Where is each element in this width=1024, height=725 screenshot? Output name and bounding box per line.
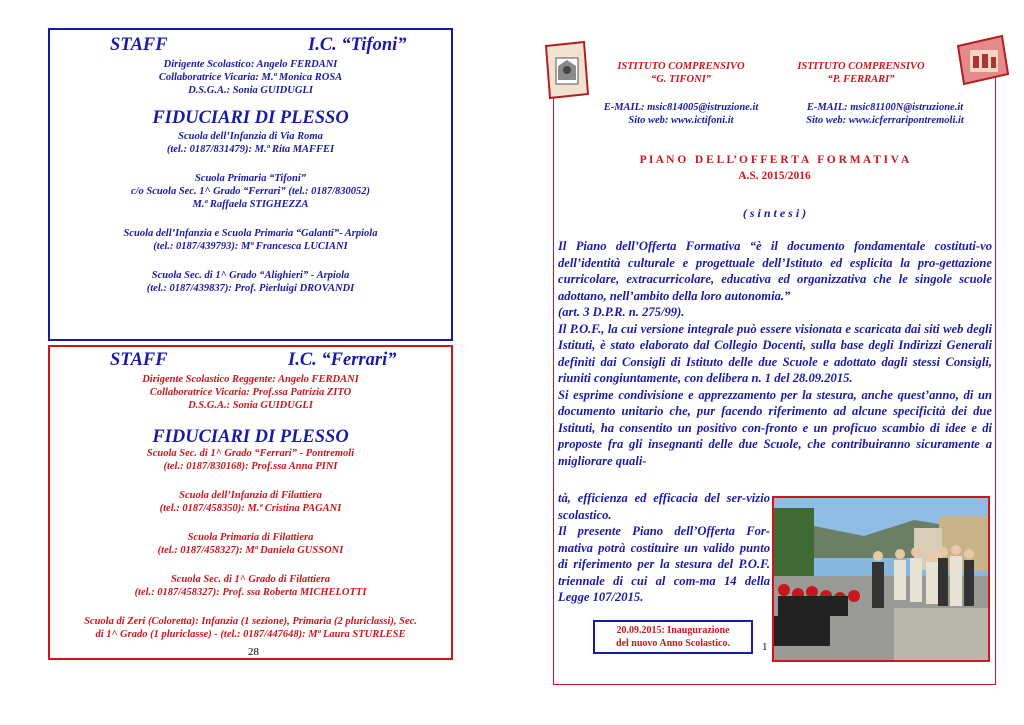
plesso-line: (tel.: 0187/439837): Prof. Pierluigi DROVANDI: [146, 283, 355, 294]
photo-caption: [593, 620, 753, 654]
plesso-line: (tel.: 0187/831479): M.ª Rita MAFFEI: [166, 144, 335, 155]
plesso-line: Scuola Primaria di Filattiera: [187, 532, 314, 543]
inauguration-photo: [772, 496, 990, 662]
paragraph: tà, efficienza ed efficacia del ser-vizio scolastico.: [558, 491, 770, 522]
paragraph: Il P.O.F., la cui versione integrale può essere visionata e scaricata dai siti web degli Istituti, è stato elaborato dal Collegio Docenti, sulla base degli Indirizzi Generali definiti dai Consigli di Istituto delle due Scuole e adottato dagli stessi Consigli, riuniti congiuntamente, con delibera n. 1 del 28.09.2015.: [558, 321, 992, 385]
paragraph: Il Piano dell’Offerta Formativa “è il documento fondamentale costituti-vo dell’identità culturale e progettuale dell’Istituto ed esplicita la pro-gettazione curricolare, extracurricolare, educativa ed organizzativa che le singole scuole adottano, nell’ambito della loro autonomia.”: [558, 239, 992, 303]
pof-title: P I A N O D E L L’ O F F E R T A F O R M A T I V A: [639, 154, 910, 166]
header-left-email: E-MAIL: msic814005@istruzione.it: [603, 102, 759, 113]
plesso-line: Scuola Primaria “Tifoni”: [194, 173, 307, 184]
caption-line: del nuovo Anno Scolastico.: [616, 638, 730, 649]
fiduciari-title: FIDUCIARI DI PLESSO: [152, 108, 349, 128]
plesso-line: Scuola di Zeri (Coloretta): Infanzia (1 sezione), Primaria (2 pluriclassi), Sec.: [84, 616, 417, 627]
header-right-line2: “P. FERRARI”: [827, 74, 895, 85]
paragraph: Si esprime condivisione e apprezzamento per la stesura, anche quest’anno, di un documento unitario che, pur facendo riferimento ad alcune specificità dei due Istituti, ha consentito un positivo con-fronto e un proficuo scambio di idee e di proposte fra gli insegnanti delle due Scuole, che contribuiranno sicuramente a migliorare quali-: [558, 387, 992, 468]
plesso-line: Scuola Sec. di 1^ Grado “Ferrari” - Pontremoli: [146, 448, 355, 459]
plesso-line: (tel.: 0187/458350): M.ª Cristina PAGANI: [159, 503, 342, 514]
tifoni-logo-icon: [540, 40, 592, 100]
plesso-line: (tel.: 0187/439793): Mª Francesca LUCIANI: [153, 241, 348, 252]
staff-label: STAFF: [110, 350, 168, 370]
staff-line: Dirigente Scolastico: Angelo FERDANI: [163, 59, 338, 70]
staff-tifoni-box: [48, 28, 453, 341]
page-number-left: 28: [248, 646, 259, 658]
page-number-right: 1: [762, 641, 768, 653]
plesso-line: (tel.: 0187/458327): Mª Daniela GUSSONI: [157, 545, 344, 556]
header-right-web: Sito web: www.icferraripontremoli.it: [806, 115, 964, 126]
plesso-line: di 1^ Grado (1 pluriclasse) - (tel.: 0187/447648): Mª Laura STURLESE: [95, 629, 406, 640]
plesso-line: M.ª Raffaela STIGHEZZA: [192, 199, 309, 210]
ferrari-logo-icon: [954, 34, 1012, 88]
pof-body-narrow: [558, 490, 770, 606]
staff-line: D.S.G.A.: Sonia GUIDUGLI: [188, 85, 313, 96]
staff-line: Collaboratrice Vicaria: M.ª Monica ROSA: [158, 72, 343, 83]
staff-ferrari-box: [48, 345, 453, 660]
plesso-line: Scuola dell’Infanzia di Via Roma: [178, 131, 323, 142]
pof-year: A.S. 2015/2016: [738, 170, 811, 182]
plesso-line: Scuola dell’Infanzia di Filattiera: [179, 490, 322, 501]
plesso-line: Scuola Sec. di 1^ Grado di Filattiera: [170, 574, 331, 585]
school-label: I.C. “Tifoni”: [308, 35, 407, 55]
plesso-line: c/o Scuola Sec. 1^ Grado “Ferrari” (tel.: 0187/830052): [130, 186, 370, 197]
header-right-email: E-MAIL: msic81100N@istruzione.it: [806, 102, 964, 113]
caption-line: 20.09.2015: Inaugurazione: [616, 625, 730, 636]
pof-subtitle: ( s i n t e s i ): [742, 206, 807, 220]
header-right-line1: ISTITUTO COMPRENSIVO: [797, 61, 925, 72]
header-left-line2: “G. TIFONI”: [650, 74, 712, 85]
paragraph: Il presente Piano dell’Offerta For-mativa potrà costituire un valido punto di riferimento per la stesura del P.O.F. triennale di cui al com-ma 14 della Legge 107/2015.: [558, 524, 770, 604]
crowd-photo-illustration: [774, 498, 988, 660]
staff-line: D.S.G.A.: Sonia GUIDUGLI: [188, 400, 313, 411]
fiduciari-title: FIDUCIARI DI PLESSO: [152, 427, 349, 447]
school-label: I.C. “Ferrari”: [288, 350, 397, 370]
staff-label: STAFF: [110, 35, 168, 55]
pof-body: [558, 238, 992, 469]
staff-line: Collaboratrice Vicaria: Prof.ssa Patrizia ZITO: [149, 387, 352, 398]
plesso-line: Scuola Sec. di 1^ Grado “Alighieri” - Arpiola: [151, 270, 350, 281]
staff-line: Dirigente Scolastico Reggente: Angelo FERDANI: [142, 374, 359, 385]
paragraph: (art. 3 D.P.R. n. 275/99).: [558, 305, 685, 319]
plesso-line: Scuola dell’Infanzia e Scuola Primaria “Galanti”- Arpiola: [123, 228, 378, 239]
plesso-line: (tel.: 0187/458327): Prof. ssa Roberta MICHELOTTI: [134, 587, 367, 598]
plesso-line: (tel.: 0187/830168): Prof.ssa Anna PINI: [163, 461, 338, 472]
header-left-web: Sito web: www.ictifoni.it: [628, 115, 734, 126]
header-left-line1: ISTITUTO COMPRENSIVO: [617, 61, 745, 72]
